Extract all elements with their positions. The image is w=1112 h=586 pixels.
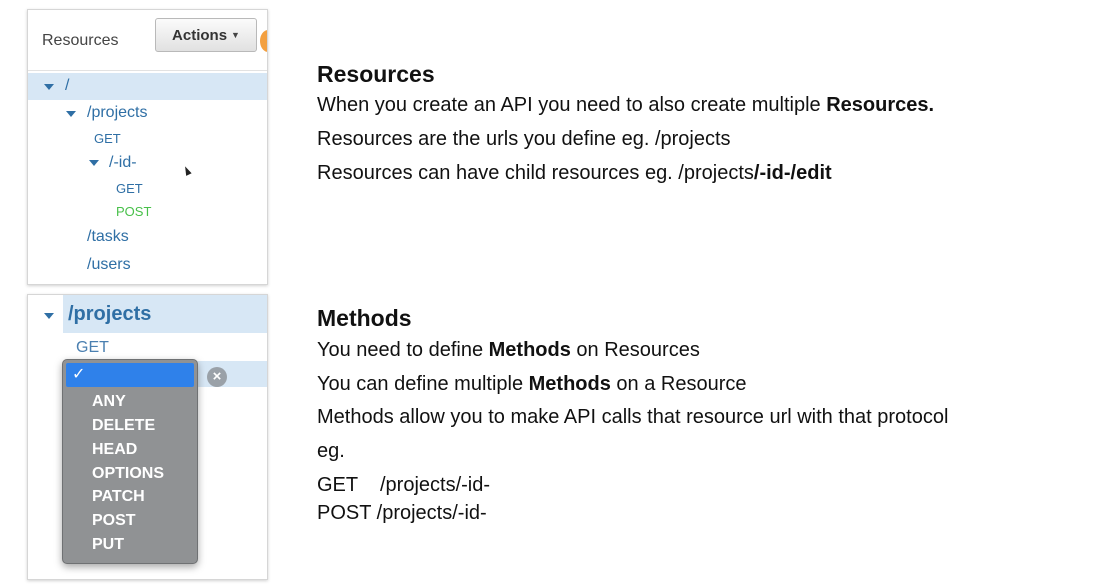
methods-example-post: POST /projects/-id- xyxy=(317,502,487,524)
resources-line-3 xyxy=(317,162,832,185)
bold-text: Methods xyxy=(488,339,571,361)
text: on Resources xyxy=(570,339,700,361)
method-select-dropdown[interactable] xyxy=(62,359,198,564)
expand-caret-icon[interactable] xyxy=(44,313,54,319)
checkmark-icon: ✓ xyxy=(72,366,86,383)
tree-method-post[interactable]: POST xyxy=(116,204,152,219)
method-option[interactable]: POST xyxy=(92,512,136,529)
methods-line-3: Methods allow you to make API calls that resource url with that protocol xyxy=(317,406,949,428)
text: on a Resource xyxy=(610,373,747,395)
resources-panel xyxy=(27,9,268,285)
tree-item-users[interactable]: /users xyxy=(87,256,131,273)
resources-heading: Resources xyxy=(317,61,435,87)
clear-icon[interactable]: × xyxy=(207,367,227,387)
tree-item-root[interactable]: / xyxy=(65,77,70,94)
methods-line-4: eg. xyxy=(317,440,345,462)
text: Resources can have child resources eg. /projects xyxy=(317,162,754,184)
text: When you create an API you need to also create multiple xyxy=(317,94,827,116)
new-method-row xyxy=(195,361,267,387)
expand-caret-icon[interactable] xyxy=(89,160,99,166)
method-option[interactable]: HEAD xyxy=(92,441,138,458)
tree-item-tasks[interactable]: /tasks xyxy=(87,228,129,245)
text: You can define multiple xyxy=(317,373,529,395)
actions-button[interactable] xyxy=(155,18,257,52)
bold-text: Methods xyxy=(528,373,611,395)
resources-line-2: Resources are the urls you define eg. /projects xyxy=(317,128,731,150)
methods-panel xyxy=(27,294,268,580)
text: You need to define xyxy=(317,339,489,361)
bold-text: /-id-/edit xyxy=(753,162,832,184)
resources-panel-title: Resources xyxy=(42,32,119,49)
resource-projects[interactable]: /projects xyxy=(68,303,152,325)
methods-example-get: GET /projects/-id- xyxy=(317,474,491,496)
method-option[interactable]: ANY xyxy=(92,393,126,410)
tree-item-id[interactable]: /-id- xyxy=(109,154,137,171)
methods-line-1 xyxy=(317,339,700,362)
resources-line-1 xyxy=(317,94,934,117)
mouse-cursor-icon xyxy=(182,165,191,176)
tree-item-projects[interactable]: /projects xyxy=(87,104,148,121)
actions-button-label: Actions xyxy=(172,26,228,44)
method-option[interactable]: DELETE xyxy=(92,417,156,434)
method-option[interactable]: PATCH xyxy=(92,488,145,505)
method-get[interactable]: GET xyxy=(76,339,109,356)
method-option[interactable]: OPTIONS xyxy=(92,465,165,482)
dropdown-selected-option[interactable] xyxy=(66,363,194,387)
methods-line-2 xyxy=(317,373,747,396)
methods-heading: Methods xyxy=(317,305,412,331)
bold-text: Resources. xyxy=(826,94,935,116)
tree-method-get[interactable]: GET xyxy=(116,181,143,196)
tree-row-root-selected[interactable] xyxy=(28,73,267,100)
chevron-down-icon: ▼ xyxy=(231,30,240,40)
expand-caret-icon[interactable] xyxy=(44,84,54,90)
expand-caret-icon[interactable] xyxy=(66,111,76,117)
tree-method-get[interactable]: GET xyxy=(94,131,121,146)
method-option[interactable]: PUT xyxy=(92,536,124,553)
resources-panel-header xyxy=(28,10,267,71)
